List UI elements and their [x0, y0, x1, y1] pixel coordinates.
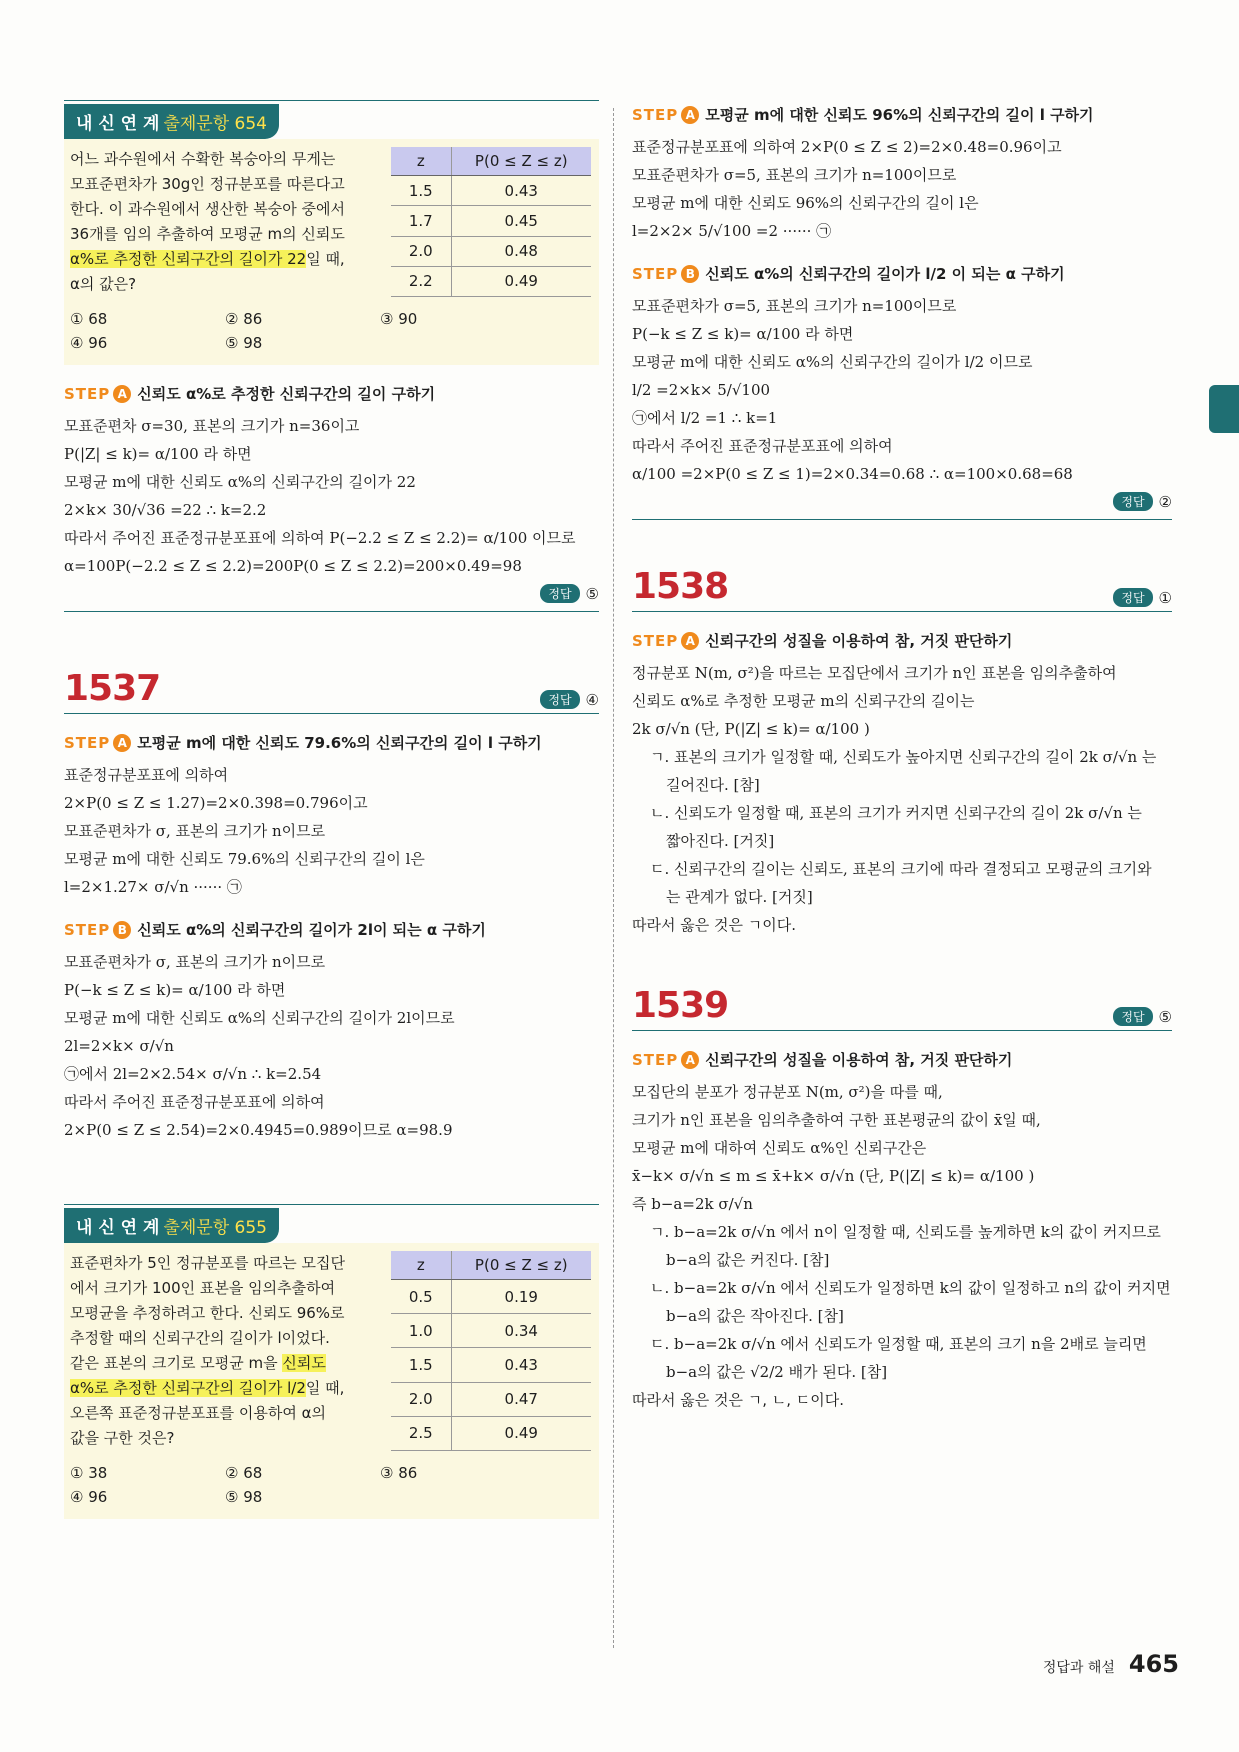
table-row — [391, 1382, 591, 1416]
choice-item: ⑤ 98 — [225, 334, 263, 352]
solution-line: b−a의 값은 작아진다. [참] — [666, 1307, 844, 1325]
naesin-tag-655 — [64, 1208, 279, 1243]
step-badge: A — [113, 385, 131, 403]
p-value: 0.34 — [451, 1314, 591, 1348]
z-value: 2.5 — [391, 1416, 451, 1450]
solution-line: 모평균 m에 대한 신뢰도 α%의 신뢰구간의 길이가 2l이므로 — [64, 1009, 455, 1027]
solution-line: 따라서 주어진 표준정규분포표에 의하여 — [632, 437, 893, 455]
solution-1538 — [632, 659, 1172, 743]
page-number: 465 — [1128, 1650, 1179, 1678]
solution-line: ㄱ. b−a=2k σ/√n 에서 n이 일정할 때, 신뢰도를 높게하면 k의 값이 커지므로 — [650, 1223, 1161, 1241]
p-value: 0.43 — [451, 176, 591, 206]
problem-654-box — [64, 100, 599, 365]
solution-line: 2k σ/√n (단, P(|Z| ≤ k)= α/100 ) — [632, 720, 870, 738]
conclusion: 따라서 옳은 것은 ㄱ이다. — [632, 916, 796, 934]
problem-1537-header — [64, 668, 599, 714]
solution-line: 길어진다. [참] — [666, 776, 760, 794]
problem-line: 모표준편차가 30g인 정규분포를 따른다고 — [70, 175, 345, 193]
solution-line: 모평균 m에 대한 신뢰도 96%의 신뢰구간의 길이 l은 — [632, 194, 979, 212]
solution-line: ㄷ. 신뢰구간의 길이는 신뢰도, 표본의 크기에 따라 결정되고 모평균의 크기와 — [650, 860, 1152, 878]
problem-number: 1538 — [632, 566, 729, 607]
z-table-head-p: P(0 ≤ Z ≤ z) — [451, 147, 591, 176]
choice-item: ② 68 — [225, 1464, 263, 1482]
table-row — [391, 1416, 591, 1450]
step-b-heading — [632, 263, 1172, 284]
solution-line: ㄱ. 표본의 크기가 일정할 때, 신뢰도가 높아지면 신뢰구간의 길이 2k σ/√n 는 — [650, 748, 1157, 766]
highlight-text: 신뢰도 — [282, 1354, 326, 1372]
problem-654-body — [64, 139, 599, 365]
solution-line: 2×P(0 ≤ Z ≤ 1.27)=2×0.398=0.796이고 — [64, 794, 368, 812]
solution-line: 모평균 m에 대한 신뢰도 α%의 신뢰구간의 길이가 l/2 이므로 — [632, 353, 1033, 371]
solution-line: 는 관계가 없다. [거짓] — [666, 888, 813, 906]
solution-line: 모평균 m에 대한 신뢰도 79.6%의 신뢰구간의 길이 l은 — [64, 850, 425, 868]
problem-line-start: 같은 표본의 크기로 모평균 m을 — [70, 1354, 283, 1372]
choice-item: ④ 96 — [70, 1488, 108, 1506]
step-label: STEP — [64, 920, 111, 939]
problem-655-text — [70, 1251, 375, 1451]
solution-line: P(|Z| ≤ k)= α/100 라 하면 — [64, 445, 252, 463]
solution-line: l=2×1.27× σ/√n ······ ㉠ — [64, 878, 242, 896]
z-table-654 — [391, 147, 591, 297]
problem-1538-header — [632, 566, 1172, 612]
step-badge: B — [681, 265, 699, 283]
step-badge: A — [681, 1051, 699, 1069]
step-label: STEP — [64, 733, 111, 752]
choice-item: ④ 96 — [70, 334, 108, 352]
problem-line: 한다. 이 과수원에서 생산한 복숭아 중에서 — [70, 200, 345, 218]
solution-line: 모표준편차 σ=30, 표본의 크기가 n=36이고 — [64, 417, 360, 435]
table-row — [391, 266, 591, 296]
solution-655-a — [632, 133, 1172, 245]
p-value: 0.19 — [451, 1280, 591, 1314]
p-value: 0.49 — [451, 266, 591, 296]
answer-badge: 정답 — [1113, 1007, 1152, 1026]
z-table-head-z: z — [391, 147, 451, 176]
solution-line: b−a의 값은 √2/2 배가 된다. [참] — [666, 1363, 888, 1381]
step-a-heading — [64, 732, 599, 753]
solution-line: ㄷ. b−a=2k σ/√n 에서 신뢰도가 일정할 때, 표본의 크기 n을 2배로 늘리면 — [650, 1335, 1147, 1353]
solution-line: 2l=2×k× σ/√n — [64, 1037, 174, 1055]
problem-line: 표준편차가 5인 정규분포를 따르는 모집단 — [70, 1254, 345, 1272]
answer-number: ④ — [585, 690, 599, 709]
tag-sub: 출제문항 654 — [163, 114, 267, 134]
solution-line: P(−k ≤ Z ≤ k)= α/100 라 하면 — [632, 325, 854, 343]
step-a-heading — [64, 383, 599, 404]
solution-line: 모집단의 분포가 정규분포 N(m, σ²)을 따를 때, — [632, 1083, 943, 1101]
solution-line: 2×P(0 ≤ Z ≤ 2.54)=2×0.4945=0.989이므로 α=98.9 — [64, 1121, 453, 1139]
choice-item: ③ 90 — [380, 310, 418, 328]
choice-item: ② 86 — [225, 310, 263, 328]
choices-655 — [70, 1461, 591, 1509]
table-row — [391, 1348, 591, 1382]
naesin-tag-654 — [64, 104, 279, 139]
solution-1539 — [632, 1078, 1172, 1218]
z-value: 1.7 — [391, 206, 451, 236]
solution-line: 모표준편차가 σ=5, 표본의 크기가 n=100이므로 — [632, 297, 957, 315]
solution-line: 모표준편차가 σ, 표본의 크기가 n이므로 — [64, 953, 326, 971]
solution-line: x̄−k× σ/√n ≤ m ≤ x̄+k× σ/√n (단, P(|Z| ≤ k)= α/100 ) — [632, 1167, 1035, 1185]
solution-1537-b — [64, 948, 599, 1144]
z-value: 2.0 — [391, 236, 451, 266]
p-value: 0.43 — [451, 1348, 591, 1382]
solution-line: 따라서 주어진 표준정규분포표에 의하여 — [64, 1093, 325, 1111]
table-row — [391, 176, 591, 206]
choice-item: ③ 86 — [380, 1464, 418, 1482]
solution-line: l/2 =2×k× 5/√100 — [632, 381, 771, 399]
p-value: 0.48 — [451, 236, 591, 266]
z-value: 2.2 — [391, 266, 451, 296]
solution-1537-a — [64, 761, 599, 901]
solution-line: 모표준편차가 σ=5, 표본의 크기가 n=100이므로 — [632, 166, 957, 184]
left-column — [64, 100, 599, 1519]
solution-line: 2×k× 30/√36 =22 ∴ k=2.2 — [64, 501, 267, 519]
step-label: STEP — [632, 1050, 679, 1069]
problem-line — [70, 247, 375, 272]
solution-1538-items — [632, 743, 1172, 911]
p-value: 0.47 — [451, 1382, 591, 1416]
problem-line: 모평균을 추정하려고 한다. 신뢰도 96%로 — [70, 1304, 345, 1322]
problem-line: 오른쪽 표준정규분포표를 이용하여 α의 — [70, 1404, 327, 1422]
solution-line: ㄴ. 신뢰도가 일정할 때, 표본의 크기가 커지면 신뢰구간의 길이 2k σ/√n 는 — [650, 804, 1142, 822]
z-table-655 — [391, 1251, 591, 1451]
solution-line: 따라서 주어진 표준정규분포표에 의하여 P(−2.2 ≤ Z ≤ 2.2)= α/100 이므로 — [64, 529, 576, 547]
problem-line: 어느 과수원에서 수확한 복숭아의 무게는 — [70, 150, 336, 168]
step-title: 신뢰도 α%로 추정한 신뢰구간의 길이 구하기 — [137, 385, 436, 403]
step-badge: B — [113, 921, 131, 939]
answer-number: ② — [1158, 492, 1172, 511]
z-value: 1.5 — [391, 1348, 451, 1382]
right-column — [632, 100, 1172, 1414]
choices-654 — [70, 307, 591, 355]
problem-line-rest: 일 때, — [305, 1379, 345, 1397]
solution-line: ㄴ. b−a=2k σ/√n 에서 신뢰도가 일정하면 k의 값이 일정하고 n의 값이 커지면 — [650, 1279, 1171, 1297]
p-value: 0.49 — [451, 1416, 591, 1450]
solution-line: 크기가 n인 표본을 임의추출하여 구한 표본평균의 값이 x̄일 때, — [632, 1111, 1041, 1129]
p-value: 0.45 — [451, 206, 591, 236]
step-b-heading — [64, 919, 599, 940]
table-row — [391, 206, 591, 236]
z-table-head-p: P(0 ≤ Z ≤ z) — [451, 1251, 591, 1280]
problem-number: 1537 — [64, 668, 161, 709]
highlight-text: α%로 추정한 신뢰구간의 길이가 l/2 — [70, 1379, 306, 1397]
answer-badge: 정답 — [1113, 492, 1152, 511]
solution-line: 모평균 m에 대한 신뢰도 α%의 신뢰구간의 길이가 22 — [64, 473, 416, 491]
tag-main: 내 신 연 계 — [76, 114, 160, 134]
z-value: 1.0 — [391, 1314, 451, 1348]
step-title: 신뢰구간의 성질을 이용하여 참, 거짓 판단하기 — [705, 632, 1013, 650]
step-label: STEP — [632, 105, 679, 124]
step-a-heading — [632, 630, 1172, 651]
solution-line: α/100 =2×P(0 ≤ Z ≤ 1)=2×0.34=0.68 ∴ α=100×0.68=68 — [632, 465, 1073, 483]
step-badge: A — [681, 632, 699, 650]
conclusion: 따라서 옳은 것은 ㄱ, ㄴ, ㄷ이다. — [632, 1391, 845, 1409]
solution-line: 모표준편차가 σ, 표본의 크기가 n이므로 — [64, 822, 326, 840]
step-title: 모평균 m에 대한 신뢰도 96%의 신뢰구간의 길이 l 구하기 — [705, 106, 1094, 124]
step-title: 신뢰도 α%의 신뢰구간의 길이가 2l이 되는 α 구하기 — [137, 921, 486, 939]
table-row — [391, 1314, 591, 1348]
step-label: STEP — [64, 384, 111, 403]
answer-number: ⑤ — [1158, 1007, 1172, 1026]
solution-line: P(−k ≤ Z ≤ k)= α/100 라 하면 — [64, 981, 286, 999]
solution-line: ㉠에서 2l=2×2.54× σ/√n ∴ k=2.54 — [64, 1065, 322, 1083]
step-title: 신뢰구간의 성질을 이용하여 참, 거짓 판단하기 — [705, 1051, 1013, 1069]
problem-line: 추정할 때의 신뢰구간의 길이가 l이었다. — [70, 1329, 330, 1347]
solution-line: 짧아진다. [거짓] — [666, 832, 775, 850]
problem-number: 1539 — [632, 985, 729, 1026]
problem-654-text — [70, 147, 375, 297]
problem-line: 에서 크기가 100인 표본을 임의추출하여 — [70, 1279, 336, 1297]
step-title: 신뢰도 α%의 신뢰구간의 길이가 l/2 이 되는 α 구하기 — [705, 265, 1065, 283]
step-title: 모평균 m에 대한 신뢰도 79.6%의 신뢰구간의 길이 l 구하기 — [137, 734, 542, 752]
column-divider — [613, 108, 614, 1648]
tag-main: 내 신 연 계 — [76, 1218, 160, 1238]
answer-654 — [64, 584, 599, 603]
choice-item: ① 38 — [70, 1464, 108, 1482]
z-table-head-z: z — [391, 1251, 451, 1280]
answer-number: ⑤ — [585, 584, 599, 603]
solution-line: l=2×2× 5/√100 =2 ······ ㉠ — [632, 222, 832, 240]
step-label: STEP — [632, 264, 679, 283]
problem-line — [70, 1376, 375, 1401]
solution-line: 표준정규분포표에 의하여 — [64, 766, 229, 784]
z-value: 1.5 — [391, 176, 451, 206]
choice-item: ① 68 — [70, 310, 108, 328]
z-value: 0.5 — [391, 1280, 451, 1314]
solution-1539-items — [632, 1218, 1172, 1386]
choice-item: ⑤ 98 — [225, 1488, 263, 1506]
solution-line: 신뢰도 α%로 추정한 모평균 m의 신뢰구간의 길이는 — [632, 692, 975, 710]
problem-line: α의 값은? — [70, 275, 137, 293]
problem-655-box — [64, 1204, 599, 1519]
solution-line: 정규분포 N(m, σ²)을 따르는 모집단에서 크기가 n인 표본을 임의추출하여 — [632, 664, 1117, 682]
step-label: STEP — [632, 631, 679, 650]
solution-line: 즉 b−a=2k σ/√n — [632, 1195, 753, 1213]
problem-655-body — [64, 1243, 599, 1519]
solution-line: α=100P(−2.2 ≤ Z ≤ 2.2)=200P(0 ≤ Z ≤ 2.2)=200×0.49=98 — [64, 557, 522, 575]
table-row — [391, 236, 591, 266]
step-a-heading — [632, 104, 1172, 125]
tag-sub: 출제문항 655 — [163, 1218, 267, 1238]
solution-line: b−a의 값은 커진다. [참] — [666, 1251, 830, 1269]
answer-number: ① — [1158, 588, 1172, 607]
problem-line: 값을 구한 것은? — [70, 1429, 175, 1447]
solution-655-b — [632, 292, 1172, 488]
problem-line-rest: 일 때, — [306, 250, 345, 268]
chapter-side-tab — [1209, 385, 1239, 433]
answer-badge: 정답 — [540, 690, 579, 709]
page-footer — [1043, 1650, 1179, 1678]
problem-1539-header — [632, 985, 1172, 1031]
problem-line: 36개를 임의 추출하여 모평균 m의 신뢰도 — [70, 225, 345, 243]
solution-line: 표준정규분포표에 의하여 2×P(0 ≤ Z ≤ 2)=2×0.48=0.96이고 — [632, 138, 1062, 156]
step-badge: A — [681, 106, 699, 124]
step-badge: A — [113, 734, 131, 752]
answer-badge: 정답 — [1113, 588, 1152, 607]
solution-line: ㉠에서 l/2 =1 ∴ k=1 — [632, 409, 778, 427]
z-value: 2.0 — [391, 1382, 451, 1416]
answer-badge: 정답 — [540, 584, 579, 603]
step-a-heading — [632, 1049, 1172, 1070]
highlight-text: α%로 추정한 신뢰구간의 길이가 22 — [70, 250, 307, 268]
solution-654 — [64, 412, 599, 580]
table-row — [391, 1280, 591, 1314]
footer-label: 정답과 해설 — [1042, 1660, 1115, 1676]
answer-655 — [632, 492, 1172, 511]
problem-line — [70, 1351, 375, 1376]
solution-line: 모평균 m에 대하여 신뢰도 α%인 신뢰구간은 — [632, 1139, 927, 1157]
